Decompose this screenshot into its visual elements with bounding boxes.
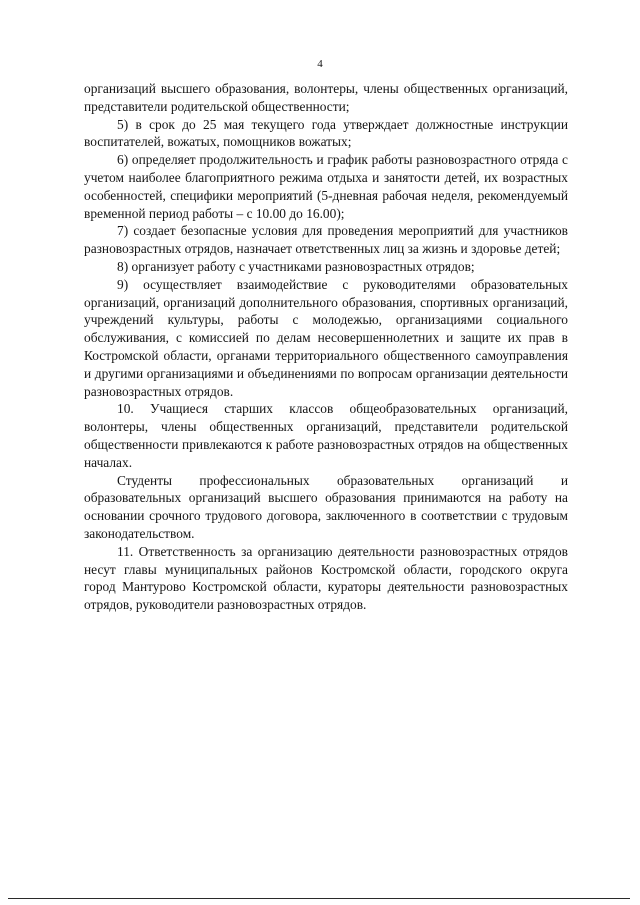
paragraph-section-10: 10. Учащиеся старших классов общеобразовательных организаций, волонтеры, члены общественных организаций, представители родительской общественности привлекаются к работе разновозрастных отрядов на общественных началах. bbox=[84, 401, 568, 470]
page-number: 4 bbox=[317, 58, 323, 70]
document-body bbox=[84, 80, 568, 614]
bottom-page-rule bbox=[8, 898, 630, 899]
paragraph-section-11: 11. Ответственность за организацию деятельности разновозрастных отрядов несут главы муниципальных районов Костромской области, городского округа город Мантурово Костромской области, кураторы деятельности разновозрастных отрядов, руководители разновозрастных отрядов. bbox=[84, 543, 568, 613]
paragraph-item-5: 5) в срок до 25 мая текущего года утверждает должностные инструкции воспитателей, вожатых, помощников вожатых; bbox=[84, 116, 568, 150]
paragraph-item-7: 7) создает безопасные условия для проведения мероприятий для участников разновозрастных отрядов, назначает ответственных лиц за жизнь и здоровье детей; bbox=[84, 223, 568, 257]
paragraph-students: Студенты профессиональных образовательных организаций и образовательных организаций высшего образования принимаются на работу на основании срочного трудового договора, заключенного в соответствии с трудовым законодательством. bbox=[84, 472, 568, 541]
paragraph-item-8: 8) организует работу с участниками разновозрастных отрядов; bbox=[117, 258, 475, 274]
paragraph-continuation: организаций высшего образования, волонтеры, члены общественных организаций, представители родительской общественности; bbox=[84, 81, 568, 114]
paragraph-item-6: 6) определяет продолжительность и график работы разновозрастного отряда с учетом наиболее благоприятного режима отдыха и занятости детей, их возрастных особенностей, специфики мероприятий (5-дневная рабочая неделя, рекомендуемый временной период работы – с 10.00 до 16.00); bbox=[84, 152, 568, 221]
paragraph-item-9: 9) осуществляет взаимодействие с руководителями образовательных организаций, организаций дополнительного образования, спортивных организаций, учреждений культуры, работы с молодежью, организациями социального обслуживания, с комиссией по делам несовершеннолетних и защите их прав в Костромской области, органами территориального общественного самоуправления и другими организациями и объединениями по вопросам организации деятельности разновозрастных отрядов. bbox=[84, 276, 568, 399]
